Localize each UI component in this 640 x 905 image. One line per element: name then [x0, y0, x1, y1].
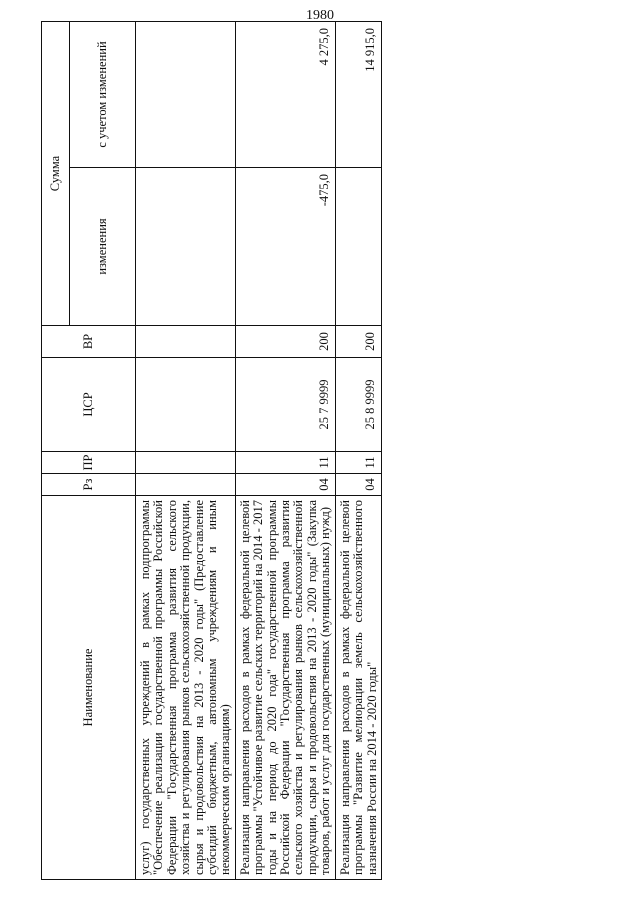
row-pr: 11 — [335, 452, 381, 474]
row-rz: 04 — [335, 474, 381, 496]
row-name: Реализация направления расходов в рамках федеральной целевой программы "Развитие мелиорации земель сельскохозяйственного назначения России на 2014 - 2020 годы" — [335, 496, 381, 880]
table-row — [235, 22, 335, 880]
table-row — [335, 22, 381, 880]
row-rz — [136, 474, 236, 496]
table-row — [136, 22, 236, 880]
budget-table — [41, 21, 382, 880]
row-vr: 200 — [235, 326, 335, 358]
row-changes: -475,0 — [235, 168, 335, 326]
header-rz: Рз — [42, 474, 136, 496]
rotated-table-sheet — [41, 22, 553, 880]
row-rz: 04 — [235, 474, 335, 496]
page-number: 1980 — [306, 8, 334, 23]
row-name: услуг) государственных учреждений в рамках подпрограммы "Обеспечение реализации государственной программы Российской Федерации "Государственная программа развития сельского хозяйства и регулирования рынков сельскохозяйственной продукции, сырья и продовольствия на 2013 - 2020 годы" (Предоставление субсидий бюджетным, автономным учреждениям и иным некоммерческим организациям) — [136, 496, 236, 880]
header-changes: изменения — [70, 168, 136, 326]
row-with-changes — [136, 22, 236, 168]
header-with-changes: с учетом изменений — [70, 22, 136, 168]
row-with-changes: 4 275,0 — [235, 22, 335, 168]
header-sum: Сумма — [42, 22, 70, 326]
row-pr: 11 — [235, 452, 335, 474]
row-csr: 25 8 9999 — [335, 358, 381, 452]
header-csr: ЦСР — [42, 358, 136, 452]
header-vr: ВР — [42, 326, 136, 358]
row-csr — [136, 358, 236, 452]
row-changes — [335, 168, 381, 326]
row-name: Реализация направления расходов в рамках федеральной целевой программы "Устойчивое развитие сельских территорий на 2014 - 2017 годы и на период до 2020 года" государственной программы Российской Федерации "Государственная программа развития сельского хозяйства и регулирования рынков сельскохозяйственной продукции, сырья и продовольствия на 2013 - 2020 годы" (Закупка товаров, работ и услуг для государственных (муниципальных) нужд) — [235, 496, 335, 880]
row-pr — [136, 452, 236, 474]
row-with-changes: 14 915,0 — [335, 22, 381, 168]
row-vr — [136, 326, 236, 358]
row-changes — [136, 168, 236, 326]
row-csr: 25 7 9999 — [235, 358, 335, 452]
header-pr: ПР — [42, 452, 136, 474]
header-name: Наименование — [42, 496, 136, 880]
row-vr: 200 — [335, 326, 381, 358]
